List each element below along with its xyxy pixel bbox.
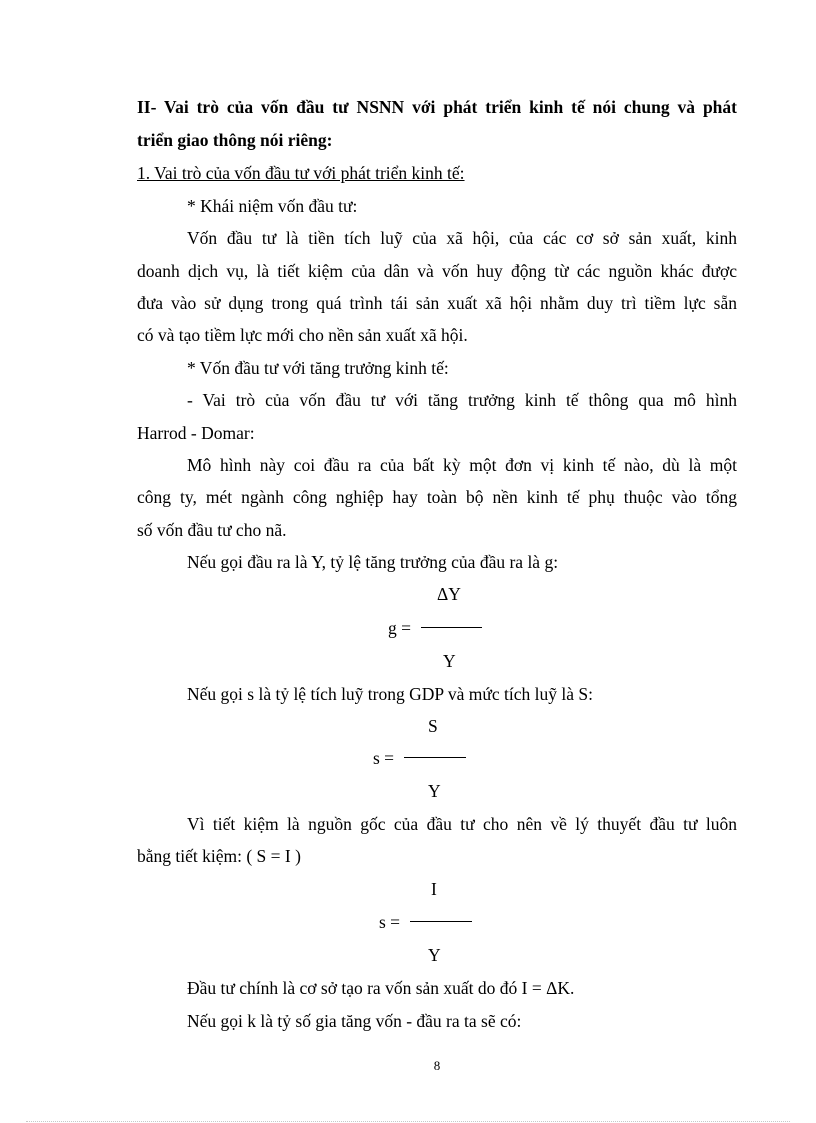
formula2-denominator: Y xyxy=(428,781,441,801)
formula2-fraction-bar xyxy=(404,757,466,758)
para4: Nếu gọi đầu ra là Y, tỷ lệ tăng trưởng của đầu ra là g: xyxy=(187,552,559,572)
concept-title: * Khái niệm vốn đầu tư: xyxy=(187,196,358,216)
para2-line-1: - Vai trò của vốn đầu tư với tăng trưởng kinh tế thông qua mô hình xyxy=(187,390,737,410)
para6-line-2: bằng tiết kiệm: ( S = I ) xyxy=(137,846,301,866)
para1-line-1: Vốn đầu tư là tiền tích luỹ của xã hội, của các cơ sở sản xuất, kinh xyxy=(187,228,737,248)
para1-line-3: đưa vào sử dụng trong quá trình tái sản xuất xã hội nhằm duy trì tiềm lực sẵn xyxy=(137,293,737,313)
formula2-numerator: S xyxy=(428,716,438,736)
heading-line-2: triển giao thông nói riêng: xyxy=(137,130,333,150)
formula3-lhs: s = xyxy=(379,912,401,932)
para1-line-2: doanh dịch vụ, là tiết kiệm của dân và vốn huy động từ các nguồn khác được xyxy=(137,261,737,281)
para7: Đầu tư chính là cơ sở tạo ra vốn sản xuất do đó I = ΔK. xyxy=(187,978,575,998)
formula2-lhs: s = xyxy=(373,748,395,768)
formula3-numerator: I xyxy=(431,879,437,899)
para3-line-3: số vốn đầu tư cho nã. xyxy=(137,520,287,540)
para6-line-1: Vì tiết kiệm là nguồn gốc của đầu tư cho nên về lý thuyết đầu tư luôn xyxy=(187,814,737,834)
formula1-denominator: Y xyxy=(443,651,456,671)
section-1-title: 1. Vai trò của vốn đầu tư với phát triển kinh tế: xyxy=(137,163,465,183)
formula1-lhs: g = xyxy=(388,618,411,638)
para2-line-2: Harrod - Domar: xyxy=(137,423,255,443)
formula1-numerator: ΔY xyxy=(437,584,461,604)
page-number: 8 xyxy=(433,1058,441,1073)
para3-line-2: công ty, mét ngành công nghiệp hay toàn bộ nền kinh tế phụ thuộc vào tổng xyxy=(137,487,737,507)
heading-line-1: II- Vai trò của vốn đầu tư NSNN với phát triển kinh tế nói chung và phát xyxy=(137,97,737,117)
formula3-denominator: Y xyxy=(428,945,441,965)
para5: Nếu gọi s là tỷ lệ tích luỹ trong GDP và mức tích luỹ là S: xyxy=(187,684,593,704)
formula1-fraction-bar xyxy=(421,627,482,628)
growth-title: * Vốn đầu tư với tăng trưởng kinh tế: xyxy=(187,358,449,378)
para3-line-1: Mô hình này coi đầu ra của bất kỳ một đơn vị kinh tế nào, dù là một xyxy=(187,455,737,475)
formula3-fraction-bar xyxy=(410,921,472,922)
para8: Nếu gọi k là tỷ số gia tăng vốn - đầu ra ta sẽ có: xyxy=(187,1011,522,1031)
footer-divider xyxy=(26,1121,790,1122)
para1-line-4: có và tạo tiềm lực mới cho nền sản xuất xã hội. xyxy=(137,325,468,345)
